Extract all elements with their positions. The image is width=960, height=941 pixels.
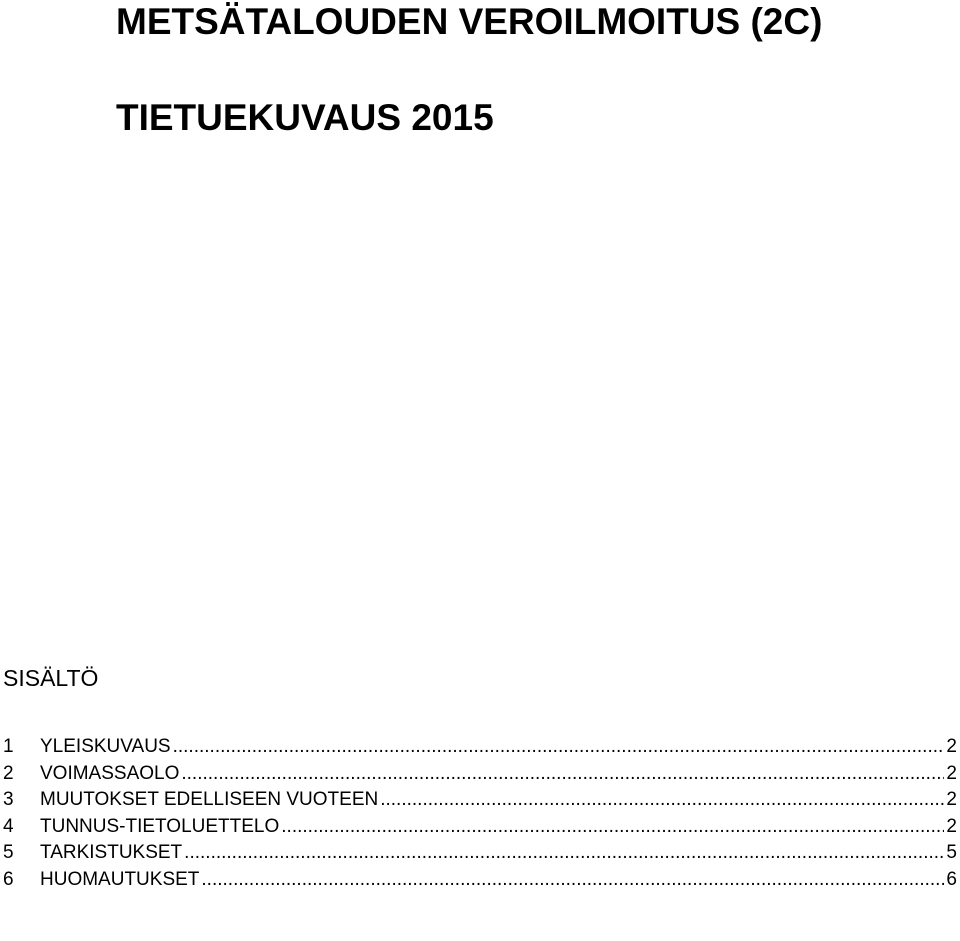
toc-entry-label[interactable]: MUUTOKSET EDELLISEEN VUOTEEN: [40, 789, 379, 810]
toc-entry-page: 2: [946, 762, 957, 784]
toc-dot-leader: [281, 815, 944, 839]
toc-entry-page: 6: [946, 868, 957, 890]
toc-entry-page: 5: [946, 842, 957, 863]
toc-heading: SISÄLTÖ: [3, 665, 99, 691]
toc-entry-muutokset[interactable]: [3, 788, 957, 815]
toc-entry-label[interactable]: VOIMASSAOLO: [40, 762, 180, 784]
toc-entry-page: 2: [946, 789, 957, 810]
toc-dot-leader: [201, 868, 944, 892]
toc-dot-leader: [173, 735, 945, 759]
toc-entry-label[interactable]: TUNNUS-TIETOLUETTELO: [40, 815, 280, 837]
toc-entry-label[interactable]: HUOMAUTUKSET: [40, 868, 200, 890]
toc-entry-tarkistukset[interactable]: [3, 841, 957, 868]
toc-entry-page: 2: [946, 736, 957, 757]
toc-entry-number: 5: [3, 842, 14, 863]
toc-entry-label[interactable]: YLEISKUVAUS: [40, 736, 171, 757]
toc-entry-number: 2: [3, 762, 14, 784]
toc-entry-number: 4: [3, 815, 14, 837]
toc-entry-voimassaolo[interactable]: [3, 762, 957, 789]
toc-entry-label[interactable]: TARKISTUKSET: [40, 842, 183, 863]
toc-entry-tunnus-tietoluettelo[interactable]: [3, 815, 957, 842]
toc-entry-number: 3: [3, 789, 14, 810]
toc-dot-leader: [380, 788, 944, 812]
document-subtitle: TIETUEKUVAUS 2015: [116, 97, 494, 138]
toc-dot-leader: [181, 762, 944, 786]
toc-entry-huomautukset[interactable]: [3, 868, 957, 895]
toc-dot-leader: [184, 841, 944, 865]
toc-entry-number: 1: [3, 736, 14, 757]
document-title: METSÄTALOUDEN VEROILMOITUS (2C): [116, 1, 823, 42]
toc-entry-page: 2: [946, 815, 957, 837]
table-of-contents: [3, 735, 957, 894]
toc-entry-yleiskuvaus[interactable]: [3, 735, 957, 762]
toc-entry-number: 6: [3, 868, 14, 890]
